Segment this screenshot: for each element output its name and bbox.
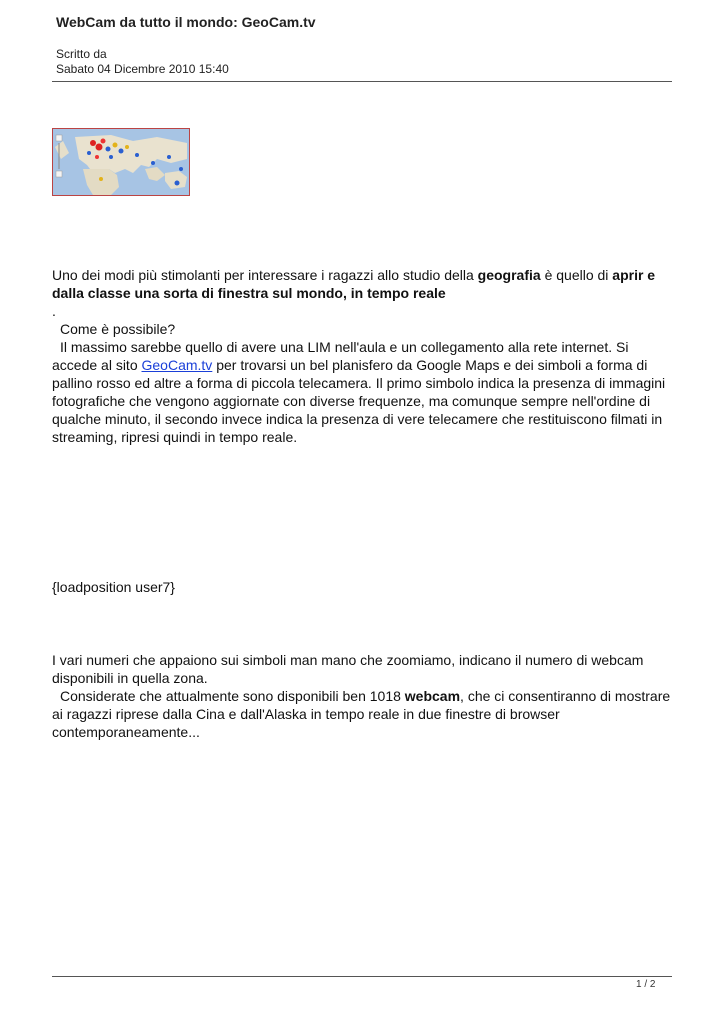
author-label: Scritto da [56, 47, 107, 61]
webcam-count-text-a: Considerate che attualmente sono disponibili ben 1018 [60, 688, 405, 704]
byline [56, 47, 229, 77]
intro-highlight: aprir e dalla classe una sorta di finestra sul mondo, in tempo reale [52, 267, 656, 301]
world-map-thumbnail-icon[interactable] [52, 128, 190, 196]
question-line: Come è possibile? [60, 321, 176, 337]
site-paragraph-text-a: Il massimo sarebbe quello di avere una LIM nell'aula e un collegamento alla rete internet. Si accede al sito [52, 339, 629, 373]
site-paragraph-text-b: per trovarsi un bel planisfero da Google Maps e dei simboli a forma di pallino rosso ed altre a forma di piccola telecamera. Il primo simbolo indica la presenza di immagini fotografiche che vengono aggiornate con diverse frequenze, ma comunque sempre nell'ordine di qualche minuto, il secondo invece indica la presenza di vere telecamere che restituiscono filmati in streaming, ripresi quindi in tempo reale. [52, 357, 666, 445]
numbers-paragraph: I vari numeri che appaiono sui simboli man mano che zoomiamo, indicano il numero di webcam disponibili in quella zona. [52, 652, 644, 686]
separator-dot: . [52, 303, 56, 319]
page-indicator: 1 / 2 [636, 979, 656, 990]
header-divider [52, 81, 672, 82]
intro-text: Uno dei modi più stimolanti per interessare i ragazzi allo studio della [52, 267, 478, 283]
keyword-geografia: geografia [477, 267, 541, 283]
footer-divider [52, 976, 672, 977]
site-paragraph [52, 338, 677, 446]
page-title: WebCam da tutto il mondo: GeoCam.tv [56, 14, 316, 30]
article-body-continued [52, 651, 677, 741]
geocam-link[interactable]: GeoCam.tv [141, 357, 213, 373]
publish-date: Sabato 04 Dicembre 2010 15:40 [56, 62, 229, 76]
loadposition-placeholder: {loadposition user7} [52, 579, 175, 595]
webcam-count-paragraph [52, 687, 677, 741]
article-body [52, 266, 677, 446]
intro-paragraph [52, 266, 677, 302]
intro-mid-text: è quello di [540, 267, 613, 283]
keyword-webcam: webcam [404, 688, 461, 704]
webcam-count-text-b: , che ci consentiranno di mostrare ai ragazzi riprese dalla Cina e dall'Alaska in tempo reale in due finestre di browser contemporaneamente... [52, 688, 671, 740]
